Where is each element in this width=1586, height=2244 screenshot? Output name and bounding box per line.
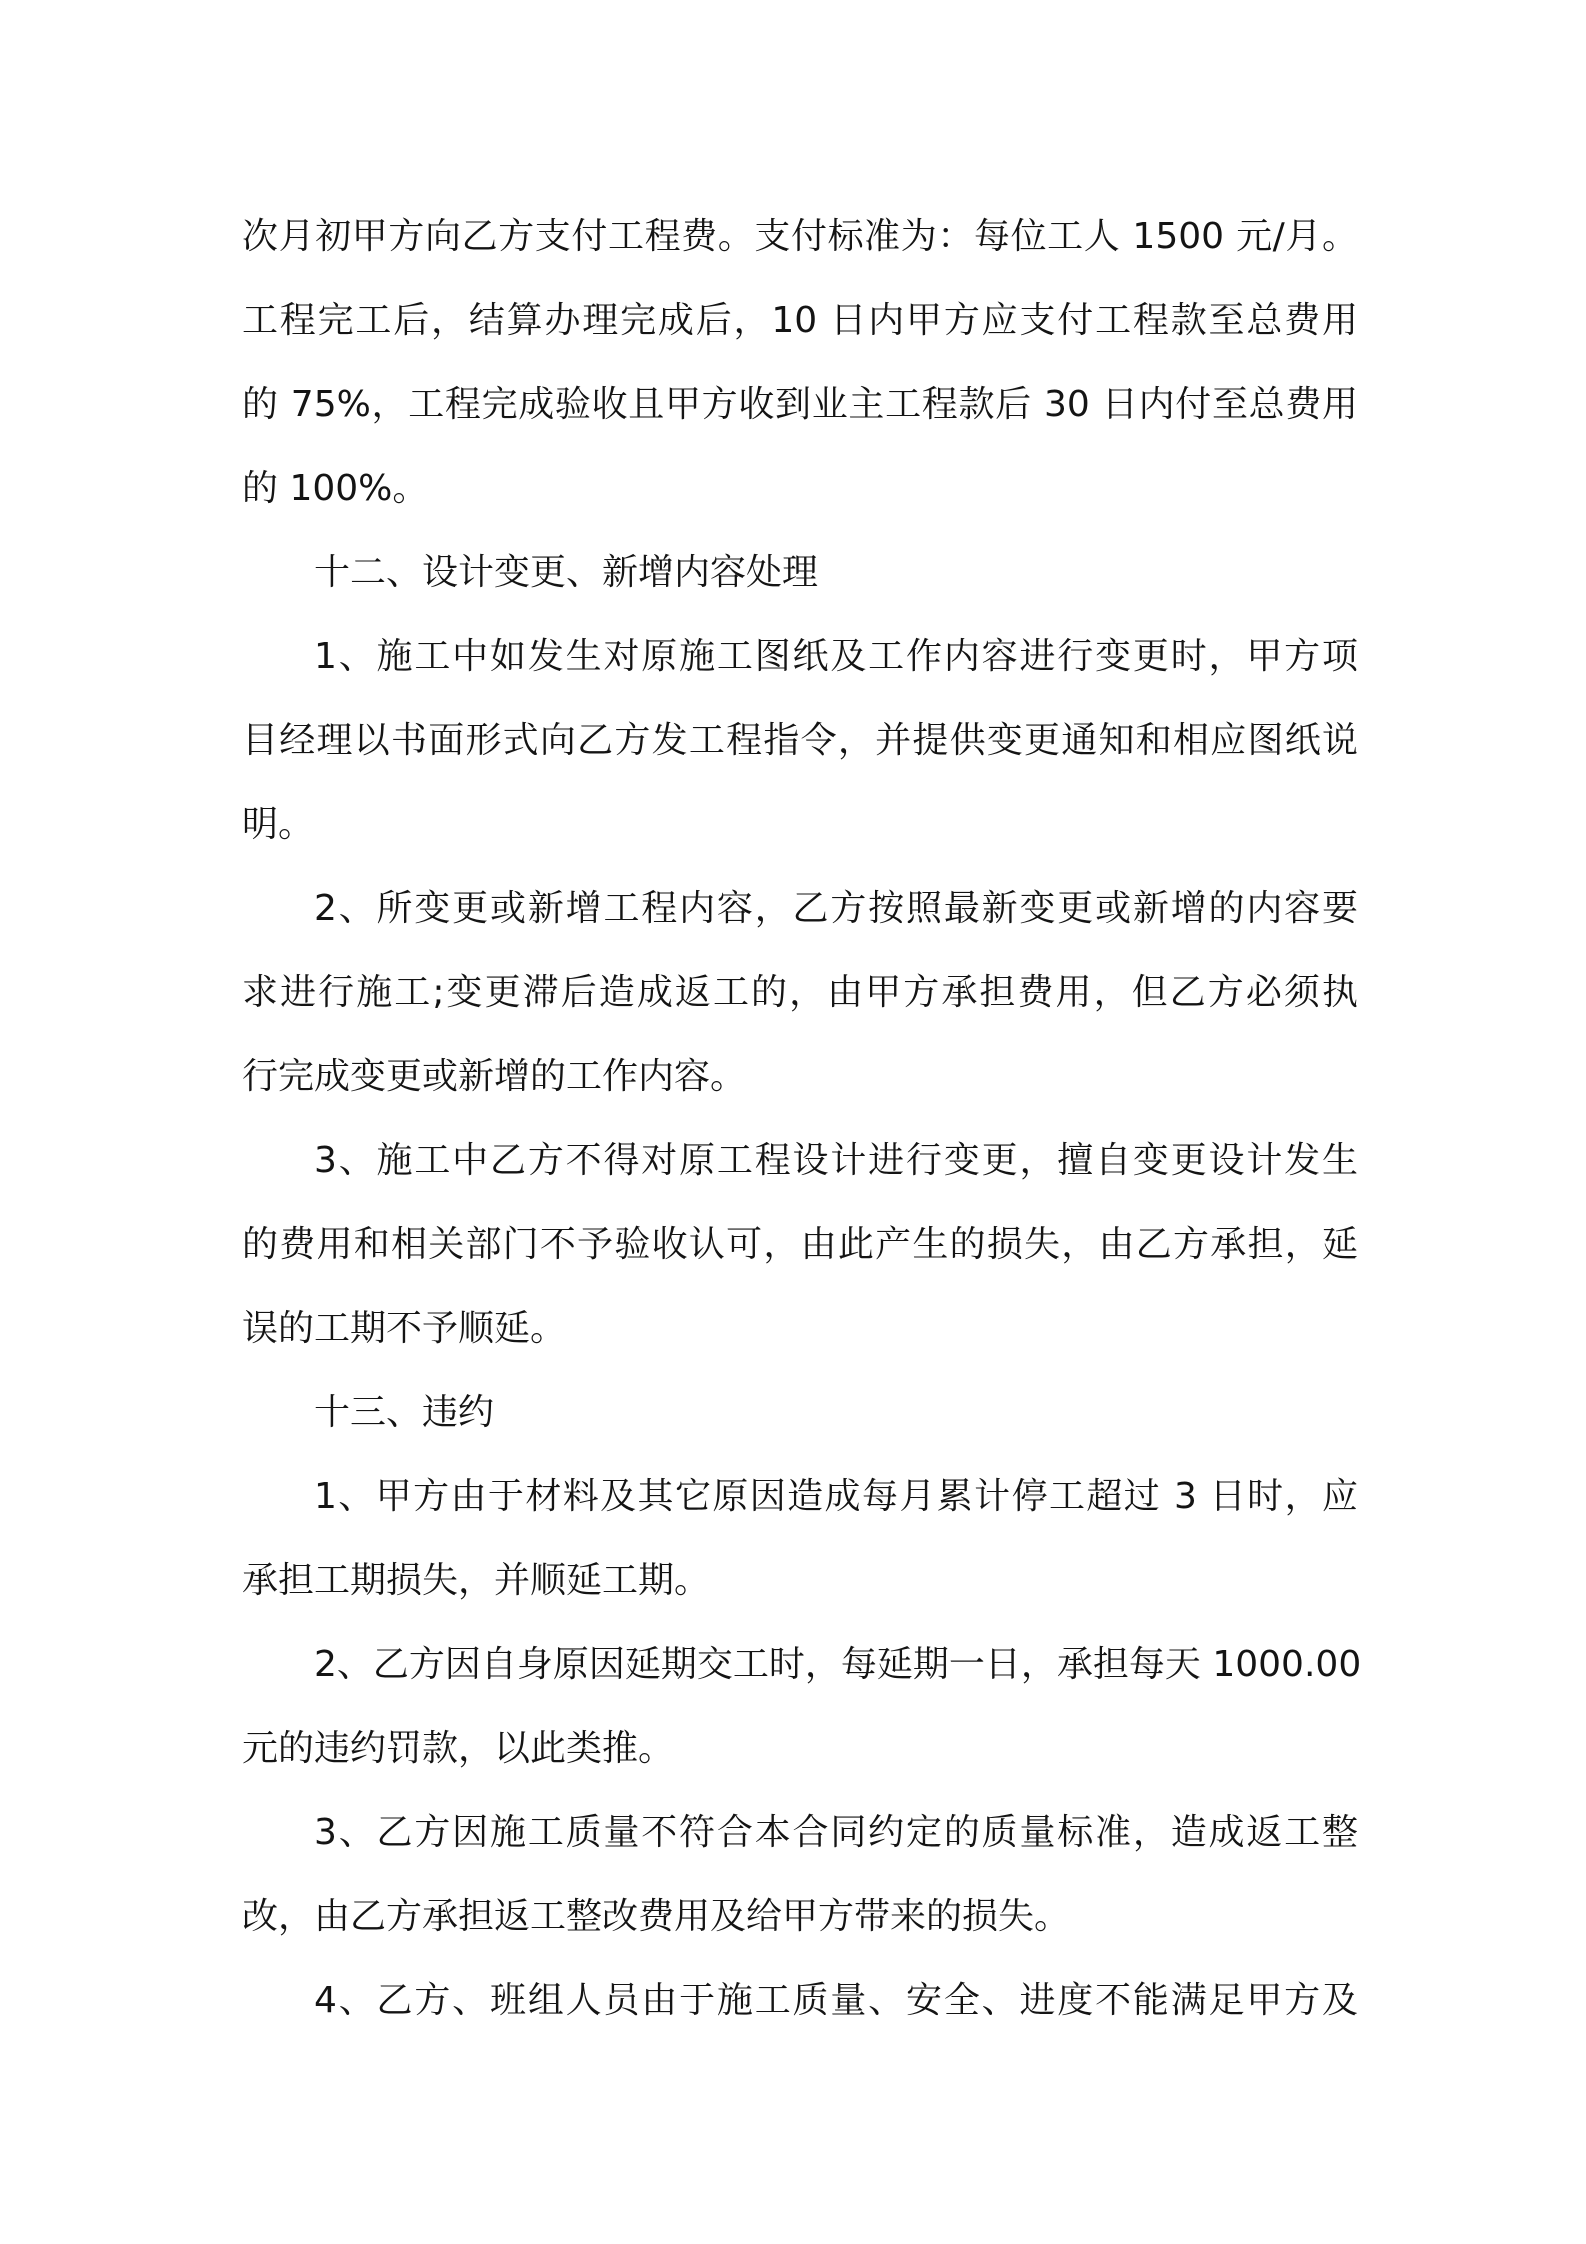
text-line: 行完成变更或新增的工作内容。 — [242, 1056, 747, 1097]
text-line: 误的工期不予顺延。 — [242, 1308, 567, 1349]
clause-13-1: 1、甲方由于材料及其它原因造成每月累计停工超过 3 日时，应 — [314, 1476, 1358, 1517]
clause-13-4: 4、乙方、班组人员由于施工质量、安全、进度不能满足甲方及 — [314, 1980, 1358, 2021]
clause-12-2: 2、所变更或新增工程内容，乙方按照最新变更或新增的内容要 — [314, 888, 1358, 929]
text-line: 次月初甲方向乙方支付工程费。支付标准为：每位工人 1500 元/月。 — [242, 216, 1358, 257]
text-line: 的费用和相关部门不予验收认可，由此产生的损失，由乙方承担，延 — [242, 1224, 1358, 1265]
text-line: 明。 — [242, 804, 315, 845]
text-line: 目经理以书面形式向乙方发工程指令，并提供变更通知和相应图纸说 — [242, 720, 1358, 761]
clause-13-2: 2、乙方因自身原因延期交工时，每延期一日，承担每天 1000.00 — [314, 1644, 1362, 1685]
section-heading-13: 十三、违约 — [314, 1392, 495, 1433]
document-body — [242, 195, 1362, 2043]
text-line: 求进行施工;变更滞后造成返工的，由甲方承担费用，但乙方必须执 — [242, 972, 1358, 1013]
text-line: 元的违约罚款，以此类推。 — [242, 1728, 675, 1769]
clause-12-3: 3、施工中乙方不得对原工程设计进行变更，擅自变更设计发生 — [314, 1140, 1358, 1181]
section-heading-12: 十二、设计变更、新增内容处理 — [314, 552, 819, 593]
clause-13-3: 3、乙方因施工质量不符合本合同约定的质量标准，造成返工整 — [314, 1812, 1358, 1853]
text-line: 改，由乙方承担返工整改费用及给甲方带来的损失。 — [242, 1896, 1071, 1937]
clause-12-1: 1、施工中如发生对原施工图纸及工作内容进行变更时，甲方项 — [314, 636, 1358, 677]
text-line: 承担工期损失，并顺延工期。 — [242, 1560, 711, 1601]
text-line: 的 75%，工程完成验收且甲方收到业主工程款后 30 日内付至总费用 — [242, 384, 1358, 425]
text-line: 工程完工后，结算办理完成后，10 日内甲方应支付工程款至总费用 — [242, 300, 1358, 341]
text-line: 的 100%。 — [242, 468, 429, 509]
